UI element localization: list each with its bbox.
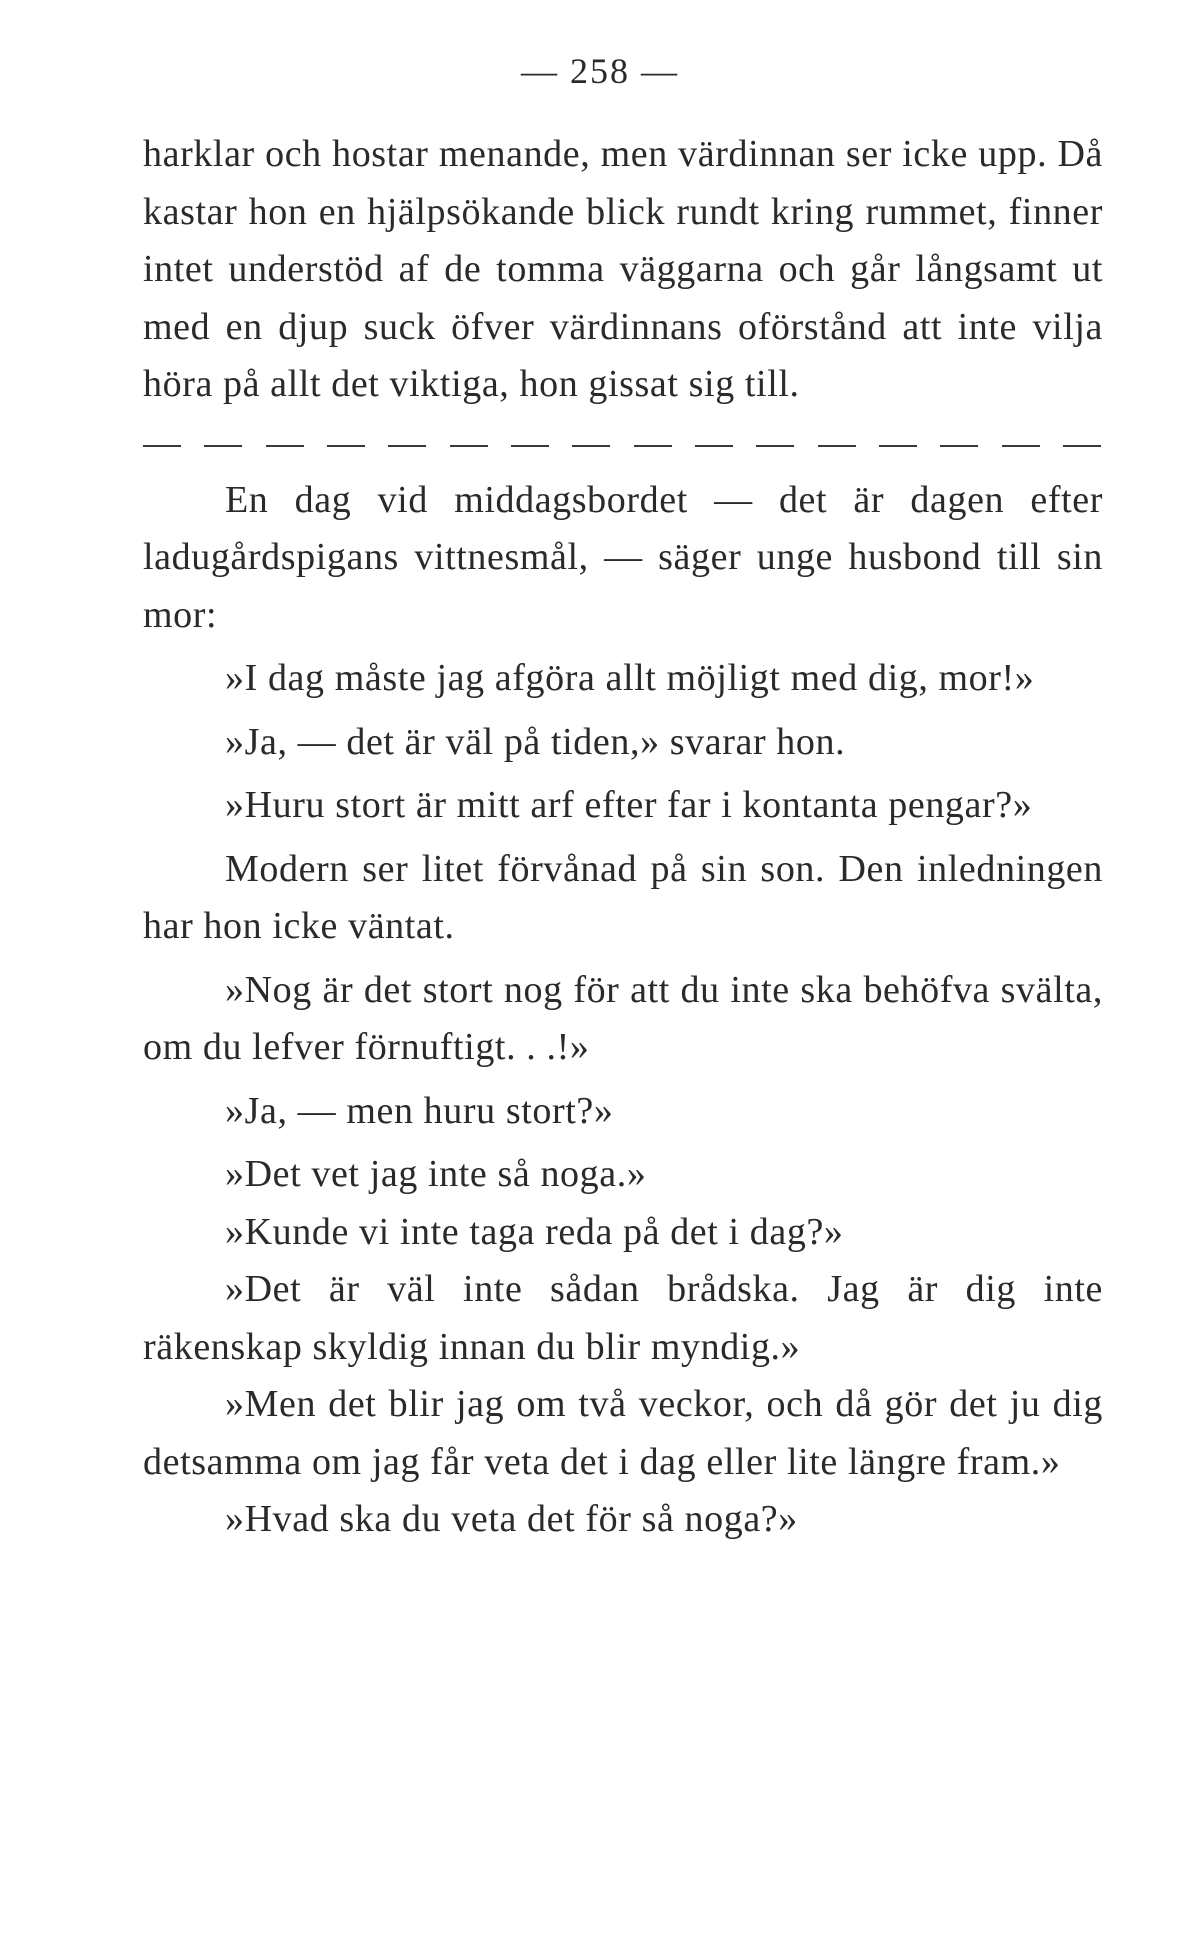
section-divider <box>143 436 1101 456</box>
divider-dash <box>818 445 856 447</box>
divider-dash <box>572 445 610 447</box>
dialogue-line: »I dag måste jag afgöra allt möjligt med dig, mor!» <box>225 657 1035 699</box>
dialogue-line: »Kunde vi inte taga reda på det i dag?» <box>225 1210 844 1253</box>
dialogue-line: »Men det blir jag om två veckor, och då gör det ju dig detsamma om jag får veta det i dag eller lite längre fram.» <box>143 1383 1103 1483</box>
dialogue-line: »Nog är det stort nog för att du inte ska behöfva svälta, om du lefver förnuftigt. . .!» <box>143 968 1103 1068</box>
divider-dash <box>1063 445 1101 447</box>
dialogue-line: »Det är väl inte sådan brådska. Jag är dig inte räkenskap skyldig innan du blir myndig.» <box>143 1268 1103 1368</box>
divider-dash <box>1002 445 1040 447</box>
paragraph-continuation: harklar och hostar menande, men värdinnan ser icke upp. Då kastar hon en hjälpsökande blick rundt kring rummet, finner intet understöd af de tomma väggarna och går långsamt ut med en djup suck öfver värdinnans oförstånd att inte vilja höra på allt det viktiga, hon gissat sig till. <box>143 133 1103 405</box>
dialogue-line: »Det vet jag inte så noga.» <box>225 1153 647 1195</box>
divider-dash <box>634 445 672 447</box>
divider-dash <box>450 445 488 447</box>
dialogue-line: »Huru stort är mitt arf efter far i kontanta pengar?» <box>225 784 1033 826</box>
paragraph: En dag vid middagsbordet — det är dagen efter ladugårdspigans vittnesmål, — säger unge husbond till sin mor: <box>143 478 1103 636</box>
divider-dash <box>143 445 181 447</box>
divider-dash <box>940 445 978 447</box>
page-number: — 258 — <box>521 51 679 91</box>
dialogue-line: »Ja, — det är väl på tiden,» svarar hon. <box>225 720 846 763</box>
paragraph: Modern ser litet förvånad på sin son. Den inledningen har hon icke väntat. <box>143 847 1103 947</box>
divider-dash <box>511 445 549 447</box>
body-text <box>143 126 1103 1549</box>
divider-dash <box>756 445 794 447</box>
divider-dash <box>327 445 365 447</box>
divider-dash <box>879 445 917 447</box>
divider-dash <box>695 445 733 447</box>
dialogue-line: »Ja, — men huru stort?» <box>225 1089 614 1132</box>
divider-dash <box>204 445 242 447</box>
divider-dash <box>266 445 304 447</box>
divider-dash <box>388 445 426 447</box>
dialogue-line: »Hvad ska du veta det för så noga?» <box>225 1498 798 1540</box>
